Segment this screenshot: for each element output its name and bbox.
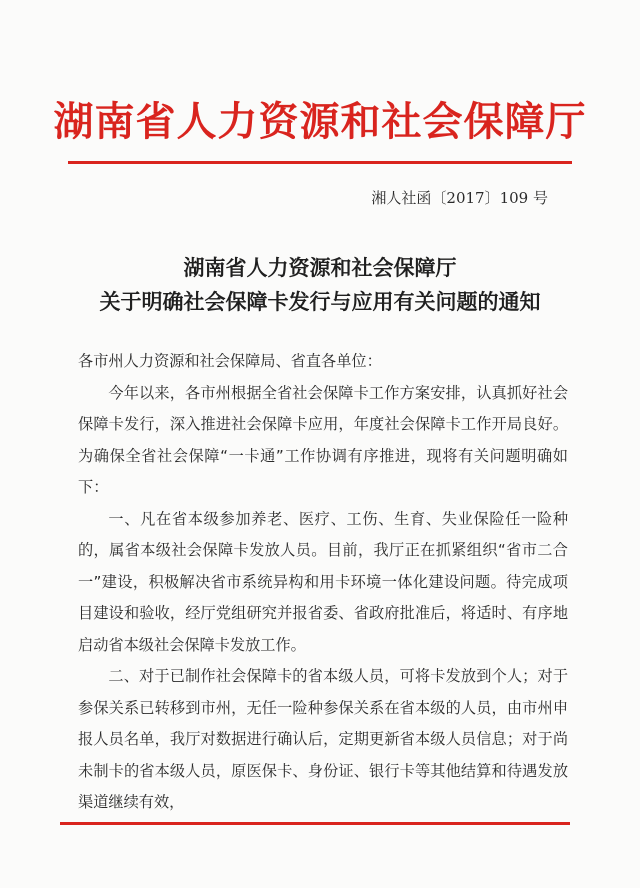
notice-title-line1: 湖南省人力资源和社会保障厅: [183, 256, 457, 280]
document-number: 湘人社函〔2017〕109 号: [371, 189, 548, 207]
header-red-rule: [68, 161, 572, 164]
body-paragraph-intro: 今年以来，各市州根据全省社会保障卡工作方案安排，认真抓好社会保障卡发行，深入推进社会保障卡应用，年度社会保障卡工作开局良好。为确保全省社会保障“一卡通”工作协调有序推进，现将有关问题明确如下：: [78, 383, 568, 496]
footer-red-rule: [60, 822, 570, 825]
notice-body: [78, 346, 568, 819]
agency-title: 湖南省人力资源和社会保障厅: [53, 98, 587, 145]
salutation: 各市州人力资源和社会保障局、省直各单位：: [78, 352, 382, 370]
body-paragraph-item-1: 一、凡在省本级参加养老、医疗、工伤、生育、失业保险任一险种的，属省本级社会保障卡发放人员。目前，我厅正在抓紧组织“省市二合一”建设，积极解决省市系统异构和用卡环境一体化建设问题。待完成项目建设和验收，经厅党组研究并报省委、省政府批准后，将适时、有序地启动省本级社会保障卡发放工作。: [78, 509, 568, 654]
notice-title-line2: 关于明确社会保障卡发行与应用有关问题的通知: [99, 290, 541, 314]
body-paragraph-item-2: 二、对于已制作社会保障卡的省本级人员，可将卡发放到个人；对于参保关系已转移到市州，无任一险种参保关系在省本级的人员，由市州申报人员名单，我厅对数据进行确认后，定期更新省本级人员信息；对于尚未制卡的省本级人员，原医保卡、身份证、银行卡等其他结算和待遇发放渠道继续有效，: [78, 667, 568, 811]
